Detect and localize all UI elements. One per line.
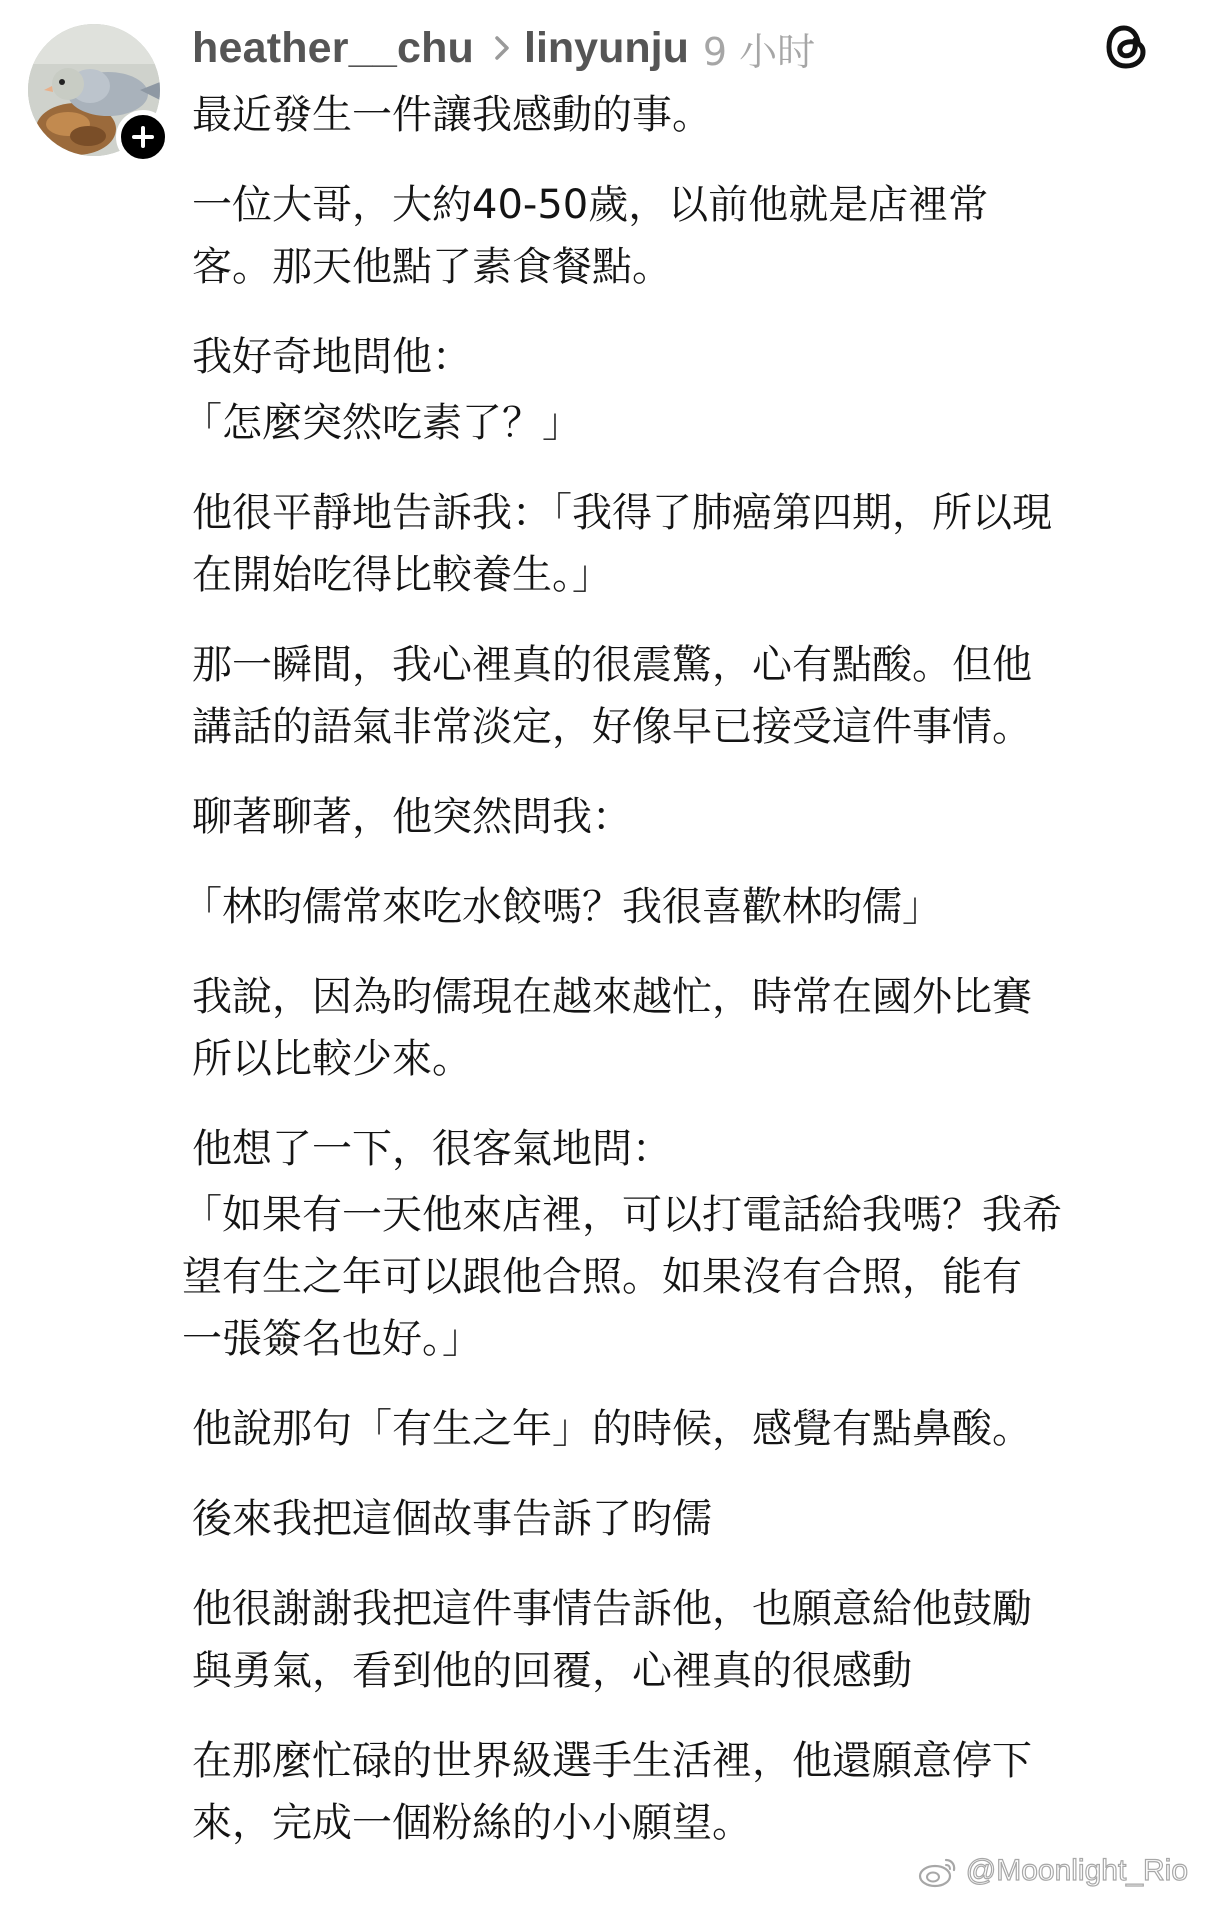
post-paragraph: 他很謝謝我把這件事情告訴他，也願意給他鼓勵 與勇氣，看到他的回覆，心裡真的很感動: [192, 1586, 1032, 1694]
post-paragraph: 「怎麼突然吃素了？」: [182, 400, 582, 446]
plus-icon: [130, 124, 156, 150]
post-paragraph: 我好奇地問他：: [192, 334, 472, 380]
reply-to-username[interactable]: linyunju: [524, 23, 689, 72]
post-timestamp: 9 小时: [702, 29, 816, 74]
post-body: [182, 84, 1152, 1882]
post-paragraph: 一位大哥，大約40-50歲，以前他就是店裡常 客。那天他點了素食餐點。: [192, 182, 989, 290]
post-paragraph: 我說，因為昀儒現在越來越忙，時常在國外比賽 所以比較少來。: [192, 974, 1032, 1082]
threads-logo-icon[interactable]: [1104, 22, 1150, 72]
watermark-text: @Moonlight_Rio: [965, 1854, 1188, 1887]
post-paragraph: 「林昀儒常來吃水餃嗎？我很喜歡林昀儒」: [182, 884, 942, 930]
post-paragraph: 他很平靜地告訴我：「我得了肺癌第四期，所以現 在開始吃得比較養生。」: [192, 490, 1052, 598]
post-paragraph: 後來我把這個故事告訴了昀儒: [192, 1496, 712, 1542]
chevron-right-icon: [494, 35, 510, 61]
post-paragraph: 他想了一下，很客氣地問：: [192, 1126, 672, 1172]
post-paragraph: 最近發生一件讓我感動的事。: [192, 92, 712, 138]
post-paragraph: 那一瞬間，我心裡真的很震驚，心有點酸。但他 講話的語氣非常淡定，好像早已接受這件事情。: [192, 642, 1032, 750]
author-username[interactable]: heather__chu: [192, 23, 475, 72]
post-paragraph: 「如果有一天他來店裡，可以打電話給我嗎？我希 望有生之年可以跟他合照。如果沒有合照，能有 一張簽名也好。」: [182, 1192, 1062, 1362]
avatar-container: [28, 24, 160, 156]
post-paragraph: 他說那句「有生之年」的時候，感覺有點鼻酸。: [192, 1406, 1032, 1452]
weibo-icon: [918, 1854, 958, 1888]
follow-button[interactable]: [116, 110, 170, 164]
watermark: [918, 1854, 1188, 1888]
post-paragraph: 在那麼忙碌的世界級選手生活裡，他還願意停下 來，完成一個粉絲的小小願望。: [192, 1738, 1032, 1846]
post-header: [192, 18, 815, 78]
post-paragraph: 聊著聊著，他突然問我：: [192, 794, 632, 840]
